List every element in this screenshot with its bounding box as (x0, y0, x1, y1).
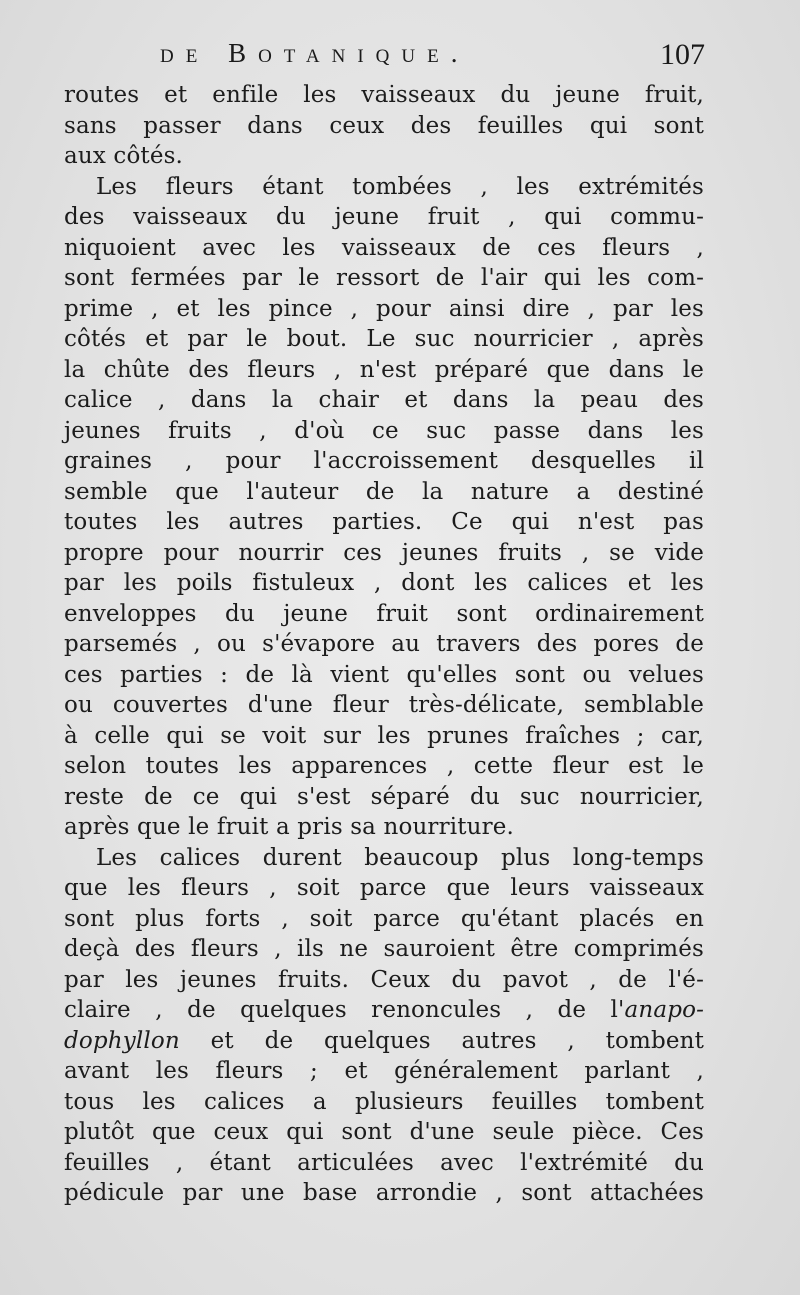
text-line: tous les calices a plusieurs feuilles tombent (64, 1088, 704, 1115)
running-head-title: de Botanique. (160, 38, 470, 68)
text-line: plutôt que ceux qui sont d'une seule pièce. Ces (64, 1119, 704, 1145)
text-line: ou couvertes d'une fleur très-délicate, semblable (64, 692, 704, 718)
text-line: côtés et par le bout. Le suc nourricier , après (64, 326, 704, 352)
text-line: que les fleurs , soit parce que leurs vaisseaux (64, 875, 704, 901)
text-line: selon toutes les apparences , cette fleur est le (64, 753, 704, 779)
text-line: toutes les autres parties. Ce qui n'est pas (64, 509, 704, 535)
paragraph-start-line: Les calices durent beaucoup plus long-temps (96, 844, 704, 871)
text-line: sont plus forts , soit parce qu'étant placés en (64, 905, 704, 932)
text-line: la chûte des fleurs , n'est préparé que dans le (64, 356, 704, 383)
text-line: niquoient avec les vaisseaux de ces fleurs , (64, 234, 704, 261)
text-line: jeunes fruits , d'où ce suc passe dans les (64, 417, 704, 444)
text-line: feuilles , étant articulées avec l'extrémité du (64, 1149, 704, 1176)
text-line: avant les fleurs ; et généralement parlant , (64, 1058, 704, 1084)
body-text (64, 80, 704, 1209)
text-line: deçà des fleurs , ils ne sauroient être comprimés (64, 936, 704, 962)
text-line (64, 1026, 704, 1057)
text-segment: et de quelques autres , tombent (179, 1027, 704, 1054)
text-line: reste de ce qui s'est séparé du suc nourricier, (64, 783, 704, 810)
text-line: après que le fruit a pris sa nourriture. (64, 814, 514, 840)
text-line: parsemés , ou s'évapore au travers des pores de (64, 631, 704, 657)
text-line: ces parties : de là vient qu'elles sont ou velues (64, 661, 704, 688)
italic-term: anapo- (624, 997, 704, 1023)
text-line: routes et enfile les vaisseaux du jeune fruit, (64, 82, 704, 108)
text-line: enveloppes du jeune fruit sont ordinairement (64, 600, 704, 627)
running-head (160, 38, 705, 82)
text-line: sont fermées par le ressort de l'air qui les com- (64, 265, 704, 291)
text-segment: claire , de quelques renoncules , de l' (64, 997, 625, 1023)
text-line: calice , dans la chair et dans la peau des (64, 387, 704, 413)
text-line: sans passer dans ceux des feuilles qui sont (64, 112, 704, 139)
text-line: graines , pour l'accroissement desquelles il (64, 448, 704, 474)
text-line: aux côtés. (64, 143, 184, 169)
text-line: pédicule par une base arrondie , sont attachées (64, 1180, 704, 1206)
text-line: prime , et les pince , pour ainsi dire , par les (64, 295, 704, 322)
text-line: semble que l'auteur de la nature a destiné (64, 478, 704, 505)
text-line (64, 995, 704, 1026)
text-line: à celle qui se voit sur les prunes fraîches ; car, (64, 722, 704, 749)
paragraph-start-line: Les fleurs étant tombées , les extrémités (96, 173, 704, 200)
text-line: des vaisseaux du jeune fruit , qui commu- (64, 204, 704, 230)
page-number: 107 (660, 38, 705, 71)
text-line: par les jeunes fruits. Ceux du pavot , de l'é- (64, 966, 704, 993)
italic-term: dophyllon (64, 1027, 180, 1054)
text-line: par les poils fistuleux , dont les calices et les (64, 570, 704, 596)
text-line: propre pour nourrir ces jeunes fruits , se vide (64, 539, 704, 566)
